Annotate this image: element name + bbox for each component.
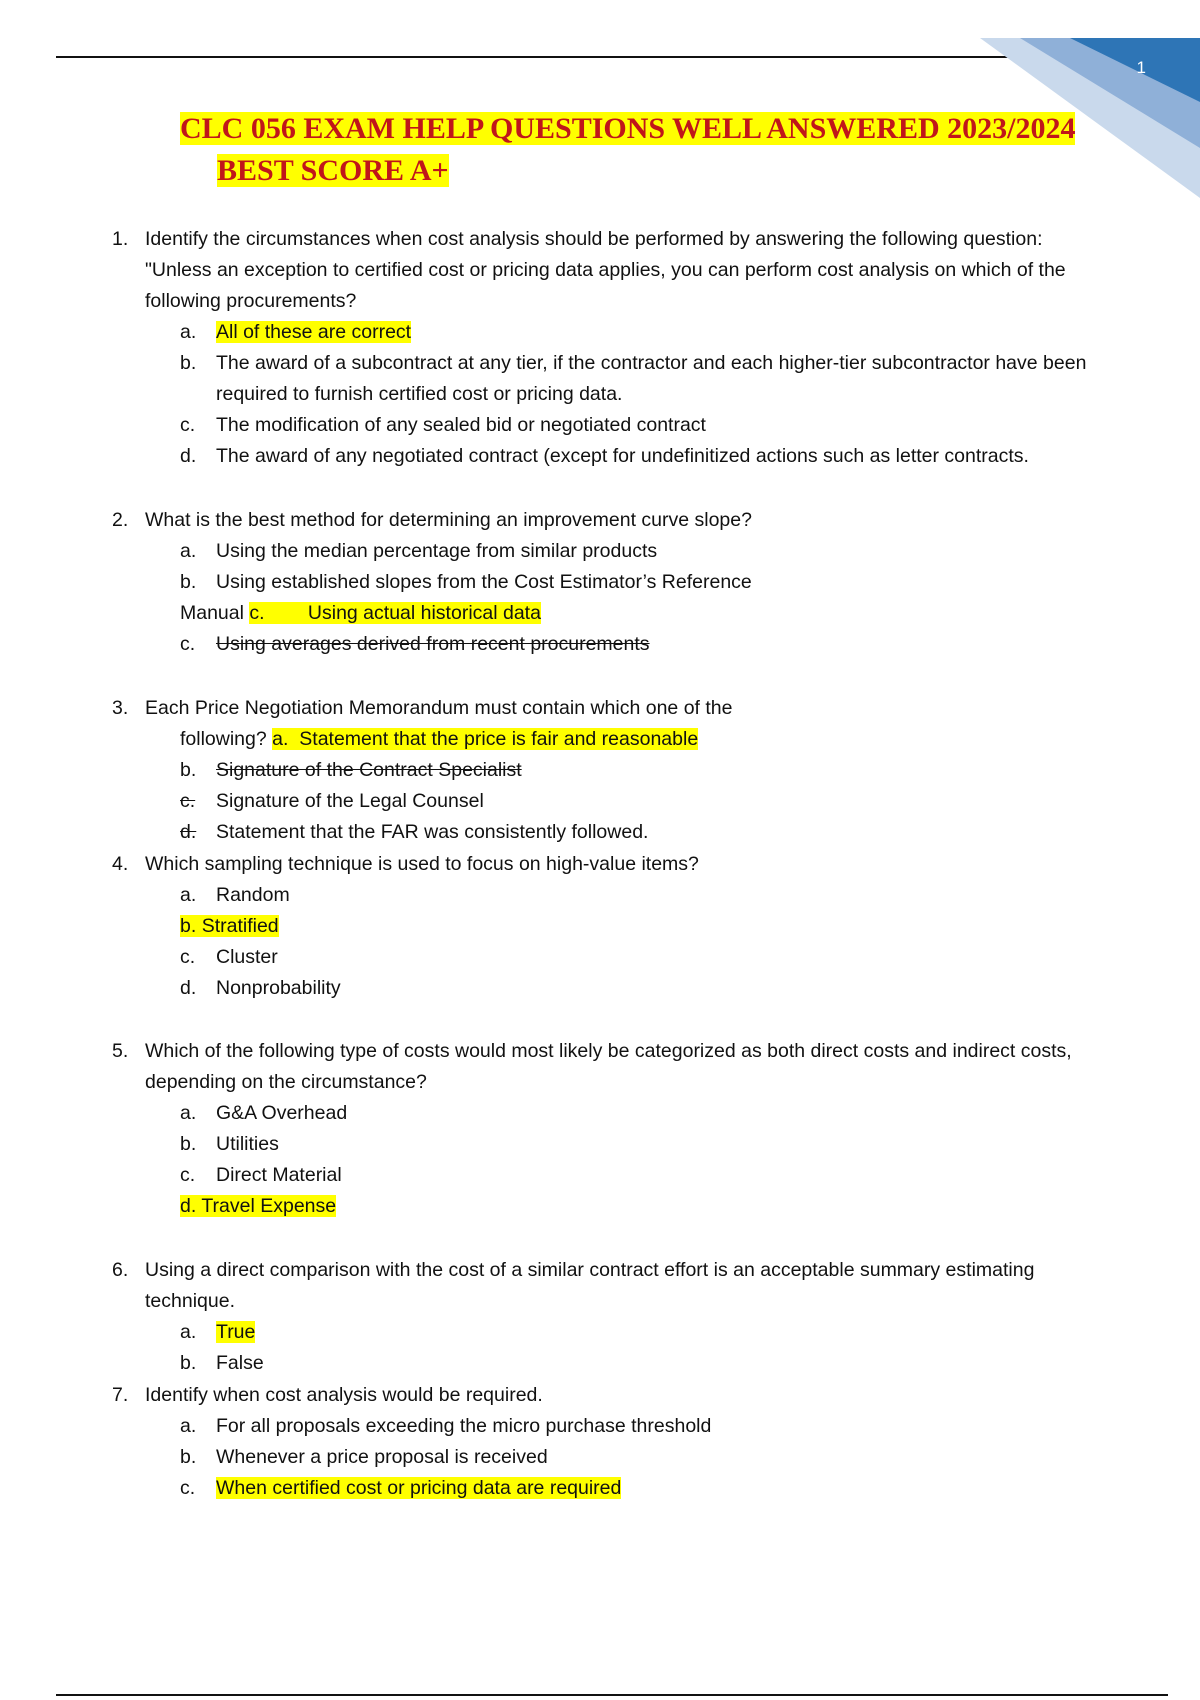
option-letter: a. <box>180 1321 197 1343</box>
option-letter: c. <box>180 633 196 655</box>
correct-answer: When certified cost or pricing data are required <box>216 1477 622 1499</box>
question-number: 3. <box>112 697 129 719</box>
option-letter: c. <box>180 946 196 968</box>
option-letter: b. <box>180 1352 197 1374</box>
question-1 <box>112 224 1112 472</box>
option-c <box>180 786 1112 817</box>
option-letter: c. <box>180 790 196 812</box>
option-letter: b. <box>180 1446 197 1468</box>
option-letter: a. <box>180 1415 197 1437</box>
page-title <box>180 108 1160 192</box>
option-letter: b. <box>180 915 197 937</box>
option-b <box>180 1442 1112 1473</box>
option-letter: c. <box>180 1164 196 1186</box>
option-b <box>180 755 1112 786</box>
option-text: The modification of any sealed bid or negotiated contract <box>216 414 706 436</box>
page-number: 1 <box>1136 58 1146 77</box>
question-text: Each Price Negotiation Memorandum must contain which one of the <box>145 697 733 719</box>
option-b <box>180 1129 1112 1160</box>
question-4 <box>112 849 1112 1004</box>
option-text: The award of any negotiated contract (except for undefinitized actions such as letter contracts. <box>216 445 1029 467</box>
question-number: 4. <box>112 853 129 875</box>
option-d <box>180 817 1112 848</box>
option-text: False <box>216 1352 264 1374</box>
correct-answer: True <box>216 1321 256 1343</box>
question-5 <box>112 1036 1112 1222</box>
question-text: What is the best method for determining an improvement curve slope? <box>145 509 752 531</box>
option-text: For all proposals exceeding the micro purchase threshold <box>216 1415 712 1437</box>
correct-answer: Travel Expense <box>201 1195 337 1217</box>
option-letter: d. <box>180 821 197 843</box>
title-line-2: BEST SCORE A+ <box>217 154 449 187</box>
question-text: Which sampling technique is used to focus on high-value items? <box>145 853 699 875</box>
option-letter: a. <box>180 884 197 906</box>
option-a <box>180 1411 1112 1442</box>
question-2 <box>112 505 1112 660</box>
option-text: Whenever a price proposal is received <box>216 1446 548 1468</box>
option-text: Direct Material <box>216 1164 342 1186</box>
option-b <box>180 567 1112 598</box>
option-d <box>180 1191 1112 1222</box>
option-letter: b. <box>180 1133 197 1155</box>
question-number: 5. <box>112 1040 129 1062</box>
option-c-line <box>180 598 1112 629</box>
option-a <box>180 536 1112 567</box>
option-b <box>180 911 1112 942</box>
option-a <box>180 880 1112 911</box>
option-letter: a. <box>180 1102 197 1124</box>
question-text: Identify the circumstances when cost analysis should be performed by answering the following question: "Unless an exception to certified cost or pricing data applies, you can perform cost analysis on which of the following procurements? <box>145 228 1066 312</box>
option-letter: c. <box>180 1477 196 1499</box>
option-text: Using the median percentage from similar products <box>216 540 658 562</box>
option-text: G&A Overhead <box>216 1102 348 1124</box>
question-number: 7. <box>112 1384 129 1406</box>
option-letter: c. <box>249 602 265 624</box>
option-letter: a. <box>180 321 197 343</box>
option-b <box>180 348 1112 410</box>
option-text: Signature of the Contract Specialist <box>216 759 522 781</box>
option-c <box>180 1473 1112 1504</box>
option-letter: b. <box>180 759 197 781</box>
question-text: Which of the following type of costs would most likely be categorized as both direct costs and indirect costs, depending on the circumstance? <box>145 1040 1072 1093</box>
question-3 <box>112 693 1112 848</box>
option-a <box>180 1098 1112 1129</box>
option-letter: d. <box>180 977 197 999</box>
question-6 <box>112 1255 1112 1379</box>
option-letter: a. <box>180 540 197 562</box>
correct-answer: Statement that the price is fair and reasonable <box>299 728 699 750</box>
option-c <box>180 1160 1112 1191</box>
option-text: Using established slopes from the Cost Estimator’s Reference <box>216 571 752 593</box>
correct-answer: Using actual historical data <box>307 602 541 624</box>
option-struck <box>180 629 1112 660</box>
question-continuation: following? <box>180 728 267 750</box>
question-7 <box>112 1380 1112 1504</box>
correct-answer: All of these are correct <box>216 321 412 343</box>
title-line-1: CLC 056 EXAM HELP QUESTIONS WELL ANSWERED 2023/2024 <box>180 112 1076 145</box>
option-text: Statement that the FAR was consistently followed. <box>216 821 649 843</box>
option-letter: c. <box>180 414 196 436</box>
option-text: Nonprobability <box>216 977 341 999</box>
option-b-continuation: Manual <box>180 602 244 624</box>
question-number: 6. <box>112 1259 129 1281</box>
option-letter: b. <box>180 352 197 374</box>
option-b <box>180 1348 1112 1379</box>
question-text: Using a direct comparison with the cost of a similar contract effort is an acceptable summary estimating technique. <box>145 1259 1035 1312</box>
option-letter: b. <box>180 571 197 593</box>
option-d <box>180 441 1112 472</box>
footer-rule <box>56 1694 1168 1696</box>
option-c <box>180 942 1112 973</box>
option-a-line <box>180 724 1112 755</box>
question-number: 1. <box>112 228 129 250</box>
option-c <box>180 410 1112 441</box>
option-letter: d. <box>180 445 197 467</box>
correct-answer: Stratified <box>201 915 279 937</box>
question-number: 2. <box>112 509 129 531</box>
option-text: Utilities <box>216 1133 279 1155</box>
option-letter: d. <box>180 1195 197 1217</box>
option-text: Cluster <box>216 946 278 968</box>
option-text: Signature of the Legal Counsel <box>216 790 484 812</box>
option-text: The award of a subcontract at any tier, if the contractor and each higher-tier subcontractor have been required to furnish certified cost or pricing data. <box>216 352 1087 405</box>
option-letter: a. <box>272 728 289 750</box>
option-a <box>180 317 1112 348</box>
option-a <box>180 1317 1112 1348</box>
option-d <box>180 973 1112 1004</box>
question-text: Identify when cost analysis would be required. <box>145 1384 543 1406</box>
option-text: Using averages derived from recent procurements <box>216 633 650 655</box>
option-text: Random <box>216 884 290 906</box>
